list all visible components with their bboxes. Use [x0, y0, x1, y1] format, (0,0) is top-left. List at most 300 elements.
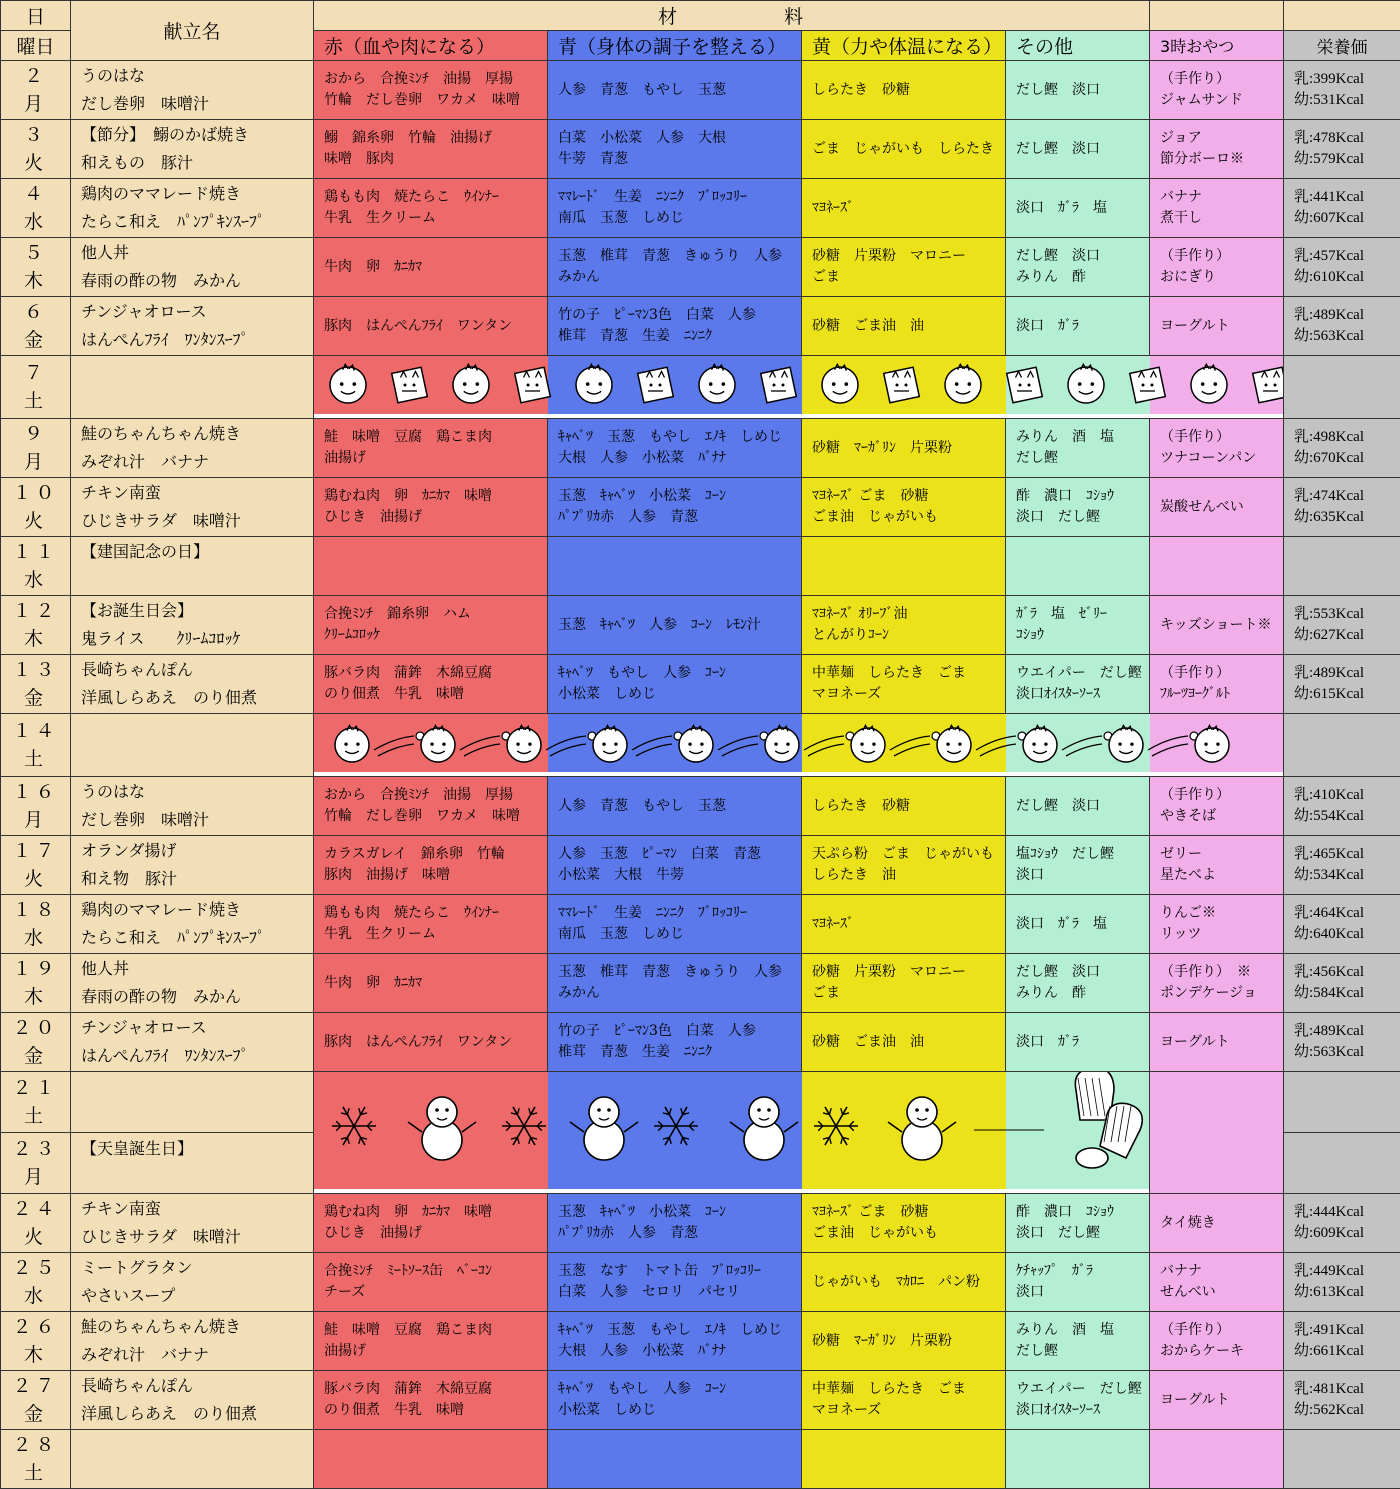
nutrition-line: 幼:607Kcal	[1294, 208, 1400, 229]
other-cell	[1006, 537, 1150, 596]
cell-line: 酢 濃口 ｺｼｮｳ	[1016, 486, 1149, 507]
cell-line: 星たべよ	[1160, 865, 1283, 886]
menu-line: 洋風しらあえ のり佃煮	[81, 1400, 313, 1428]
blue-cell	[548, 1194, 802, 1253]
yellow-cell	[802, 1371, 1006, 1430]
snack-cell	[1150, 954, 1284, 1013]
weekday: 火	[1, 865, 70, 893]
cell-line: おにぎり	[1160, 267, 1283, 288]
menu-cell	[71, 777, 314, 836]
cell-line: 淡口 ｶﾞﾗ 塩	[1016, 914, 1149, 935]
snack-cell	[1150, 895, 1284, 954]
cell-line: しらたき 砂糖	[812, 80, 1005, 101]
weekday: 木	[1, 983, 70, 1011]
other-cell	[1006, 120, 1150, 179]
nutrition-line: 乳:444Kcal	[1294, 1202, 1400, 1223]
table-row	[1, 179, 1400, 238]
day-cell	[1, 238, 71, 297]
menu-line	[81, 1163, 313, 1191]
menu-cell	[71, 478, 314, 537]
other-cell	[1006, 836, 1150, 895]
yellow-cell	[802, 1312, 1006, 1371]
table-row	[1, 1253, 1400, 1312]
menu-line: チンジャオロース	[81, 1014, 313, 1042]
cell-line: ｸﾘｰﾑｺﾛｯｹ	[324, 625, 547, 646]
weekday: 水	[1, 566, 70, 594]
menu-line: 鶏肉のママレード焼き	[81, 180, 313, 208]
weekday: 金	[1, 1400, 70, 1428]
menu-cell	[71, 419, 314, 478]
day-cell	[1, 419, 71, 478]
table-row	[1, 478, 1400, 537]
menu-line: チキン南蛮	[81, 1195, 313, 1223]
red-cell	[314, 238, 548, 297]
weekday: 水	[1, 1282, 70, 1310]
cell-line: 竹の子 ﾋﾟｰﾏﾝ3色 白菜 人参	[558, 305, 801, 326]
day-cell	[1, 596, 71, 655]
menu-line: たらこ和え ﾊﾟﾝﾌﾟｷﾝｽｰﾌﾟ	[81, 208, 313, 236]
cell-line: 竹輪 だし巻卵 ワカメ 味噌	[324, 806, 547, 827]
day-number: ５	[1, 239, 70, 267]
nutrition-line: 幼:661Kcal	[1294, 1341, 1400, 1362]
cell-line: じゃがいも ﾏｶﾛﾆ パン粉	[812, 1272, 1005, 1293]
cell-line: （手作り）	[1160, 427, 1283, 448]
red-cell	[314, 478, 548, 537]
weekday: 水	[1, 208, 70, 236]
cell-line: マヨネーズ	[812, 684, 1005, 705]
yellow-cell	[802, 419, 1006, 478]
cell-line: 合挽ﾐﾝﾁ ﾐｰﾄｿｰｽ缶 ﾍﾞｰｺﾝ	[324, 1261, 547, 1282]
cell-line: 油揚げ	[324, 1341, 547, 1362]
nutrition-line: 乳:464Kcal	[1294, 903, 1400, 924]
blue-cell	[548, 1371, 802, 1430]
nutrition-cell	[1284, 1013, 1400, 1072]
weekday: 月	[1, 1163, 70, 1191]
table-row	[1, 1072, 1400, 1133]
cell-line: 白菜 小松菜 人参 大根	[558, 128, 801, 149]
weekday: 火	[1, 149, 70, 177]
blue-cell	[548, 895, 802, 954]
table-row	[1, 895, 1400, 954]
day-cell	[1, 356, 71, 419]
cell-line: 砂糖 ﾏｰｶﾞﾘﾝ 片栗粉	[812, 1331, 1005, 1352]
cell-line: 豚バラ肉 蒲鉾 木綿豆腐	[324, 663, 547, 684]
oni-card-icon	[761, 367, 797, 403]
cell-line: 油揚げ	[324, 448, 547, 469]
menu-line: うのはな	[81, 778, 313, 806]
yellow-cell	[802, 954, 1006, 1013]
cell-line: だし鰹 淡口	[1016, 796, 1149, 817]
day-cell	[1, 1371, 71, 1430]
snack-cell	[1150, 836, 1284, 895]
cell-line: だし鰹	[1016, 1341, 1149, 1362]
cell-line: 牛肉 卵 ｶﾆｶﾏ	[324, 257, 547, 278]
other-cell	[1006, 777, 1150, 836]
cell-line: 節分ボーロ※	[1160, 149, 1283, 170]
cell-line: 中華麺 しらたき ごま	[812, 1379, 1005, 1400]
table-row	[1, 297, 1400, 356]
cell-line: 玉葱 なす トマト缶 ﾌﾞﾛｯｺﾘｰ	[558, 1261, 801, 1282]
other-cell	[1006, 596, 1150, 655]
nutrition-line: 幼:615Kcal	[1294, 684, 1400, 705]
decoration-cell	[314, 1072, 1150, 1194]
snack-cell	[1150, 1013, 1284, 1072]
day-number: ３	[1, 121, 70, 149]
nutrition-line: 幼:534Kcal	[1294, 865, 1400, 886]
nutrition-line: 幼:613Kcal	[1294, 1282, 1400, 1303]
cell-line: 中華麺 しらたき ごま	[812, 663, 1005, 684]
menu-line: チンジャオロース	[81, 298, 313, 326]
yellow-cell	[802, 1253, 1006, 1312]
menu-line: 鬼ライス ｸﾘｰﾑｺﾛｯｹ	[81, 625, 313, 653]
cell-line: ｶﾞﾗ 塩 ｾﾞﾘｰ	[1016, 604, 1149, 625]
nutrition-line: 乳:441Kcal	[1294, 187, 1400, 208]
menu-line: ひじきサラダ 味噌汁	[81, 507, 313, 535]
day-cell	[1, 120, 71, 179]
red-cell	[314, 1253, 548, 1312]
cell-line: チーズ	[324, 1282, 547, 1303]
cell-line: バナナ	[1160, 187, 1283, 208]
blue-cell	[548, 836, 802, 895]
cell-line: 塩ｺｼｮｳ だし鰹	[1016, 844, 1149, 865]
weekday: 土	[1, 387, 70, 415]
nutrition-header: 栄養価	[1284, 31, 1400, 61]
menu-line: 長崎ちゃんぽん	[81, 656, 313, 684]
cell-line: （手作り）	[1160, 663, 1283, 684]
cell-line: 大根 人参 小松菜 ﾊﾞﾅﾅ	[558, 1341, 801, 1362]
blue-header: 青（身体の調子を整える）	[548, 31, 802, 61]
cell-line: みりん 酒 塩	[1016, 1320, 1149, 1341]
nutrition-line: 乳:449Kcal	[1294, 1261, 1400, 1282]
blue-cell	[548, 297, 802, 356]
cell-line: ｷｬﾍﾞﾂ もやし 人参 ｺｰﾝ	[558, 663, 801, 684]
day-number: １８	[1, 896, 70, 924]
nutrition-cell	[1284, 714, 1400, 777]
day-cell	[1, 297, 71, 356]
weekday: 金	[1, 1042, 70, 1070]
menu-cell	[71, 1072, 314, 1133]
nutrition-line: 幼:640Kcal	[1294, 924, 1400, 945]
blue-cell	[548, 1312, 802, 1371]
oni-card-icon	[884, 367, 920, 403]
day-cell	[1, 478, 71, 537]
cell-line: みりん 酢	[1016, 267, 1149, 288]
menu-line: うのはな	[81, 62, 313, 90]
cell-line: 鶏むね肉 卵 ｶﾆｶﾏ 味噌	[324, 486, 547, 507]
cell-line: 淡口	[1016, 865, 1149, 886]
menu-line: 鮭のちゃんちゃん焼き	[81, 420, 313, 448]
day-number: １７	[1, 837, 70, 865]
cell-line: 天ぷら粉 ごま じゃがいも	[812, 844, 1005, 865]
nutrition-cell	[1284, 1312, 1400, 1371]
cell-line: やきそば	[1160, 806, 1283, 827]
cell-line: 淡口 だし鰹	[1016, 507, 1149, 528]
ingredients-header: 材 料	[314, 1, 1150, 31]
red-cell	[314, 954, 548, 1013]
nutrition-line: 乳:465Kcal	[1294, 844, 1400, 865]
cell-line: 淡口 だし鰹	[1016, 1223, 1149, 1244]
weekday: 木	[1, 625, 70, 653]
menu-line: 和え物 豚汁	[81, 865, 313, 893]
yellow-cell	[802, 238, 1006, 297]
menu-cell	[71, 61, 314, 120]
blue-cell	[548, 1013, 802, 1072]
day-cell	[1, 1430, 71, 1489]
menu-line: 他人丼	[81, 239, 313, 267]
other-cell	[1006, 1013, 1150, 1072]
menu-line: だし巻卵 味噌汁	[81, 90, 313, 118]
cell-line: みかん	[558, 267, 801, 288]
nutrition-cell	[1284, 777, 1400, 836]
nutrition-cell	[1284, 356, 1400, 419]
day-cell	[1, 537, 71, 596]
cell-line: ツナコーンパン	[1160, 448, 1283, 469]
menu-line	[81, 566, 313, 594]
nutrition-cell	[1284, 954, 1400, 1013]
nutrition-line: 乳:478Kcal	[1294, 128, 1400, 149]
nutrition-line: 乳:498Kcal	[1294, 427, 1400, 448]
table-row	[1, 1430, 1400, 1489]
weekday: 木	[1, 267, 70, 295]
menu-cell	[71, 179, 314, 238]
decoration-cell	[314, 714, 1284, 777]
menu-cell	[71, 1194, 314, 1253]
day-number: ４	[1, 180, 70, 208]
red-cell	[314, 596, 548, 655]
menu-cell	[71, 537, 314, 596]
weekday: 水	[1, 924, 70, 952]
cell-line: 小松菜 しめじ	[558, 1400, 801, 1421]
yellow-cell	[802, 777, 1006, 836]
table-row	[1, 356, 1400, 419]
snack-cell	[1150, 1371, 1284, 1430]
cell-line: ごま油 じゃがいも	[812, 1223, 1005, 1244]
cell-line: 味噌 豚肉	[324, 149, 547, 170]
day-header: 日	[1, 1, 71, 31]
other-cell	[1006, 1194, 1150, 1253]
other-cell	[1006, 954, 1150, 1013]
red-cell	[314, 1371, 548, 1430]
menu-cell	[71, 1312, 314, 1371]
cell-line: 竹の子 ﾋﾟｰﾏﾝ3色 白菜 人参	[558, 1021, 801, 1042]
snack-cell	[1150, 478, 1284, 537]
blue-cell	[548, 419, 802, 478]
menu-cell	[71, 836, 314, 895]
cell-line: 炭酸せんべい	[1160, 497, 1283, 518]
day-cell	[1, 1253, 71, 1312]
other-cell	[1006, 1371, 1150, 1430]
cell-line: ﾏﾏﾚｰﾄﾞ 生姜 ﾆﾝﾆｸ ﾌﾞﾛｯｺﾘｰ	[558, 187, 801, 208]
yellow-cell	[802, 1430, 1006, 1489]
oni-card-icon	[1253, 367, 1284, 403]
nutrition-cell	[1284, 1253, 1400, 1312]
snack-header: 3時おやつ	[1150, 31, 1284, 61]
table-row	[1, 596, 1400, 655]
cell-line: 牛乳 生クリーム	[324, 924, 547, 945]
menu-line: 【建国記念の日】	[81, 538, 313, 566]
other-cell	[1006, 1253, 1150, 1312]
table-row	[1, 714, 1400, 777]
day-number: ２７	[1, 1372, 70, 1400]
snack-cell	[1150, 537, 1284, 596]
cell-line: 白菜 人参 セロリ パセリ	[558, 1282, 801, 1303]
menu-line: だし巻卵 味噌汁	[81, 806, 313, 834]
cell-line: りんご※	[1160, 903, 1283, 924]
cell-line: 淡口 ｶﾞﾗ	[1016, 316, 1149, 337]
nutrition-line: 幼:563Kcal	[1294, 1042, 1400, 1063]
menu-line: ミートグラタン	[81, 1254, 313, 1282]
nutrition-line: 幼:554Kcal	[1294, 806, 1400, 827]
day-number: ２６	[1, 1313, 70, 1341]
snack-cell	[1150, 655, 1284, 714]
menu-cell	[71, 297, 314, 356]
nutrition-line: 幼:609Kcal	[1294, 1223, 1400, 1244]
cell-line: 玉葱 椎茸 青葱 きゅうり 人参	[558, 962, 801, 983]
cell-line: ヨーグルト	[1160, 1032, 1283, 1053]
snack-cell	[1150, 1430, 1284, 1489]
nutrition-cell	[1284, 1072, 1400, 1133]
weekday: 土	[1, 1102, 70, 1130]
cell-line: 豚肉 はんぺんﾌﾗｲ ワンタン	[324, 1032, 547, 1053]
nutrition-cell	[1284, 895, 1400, 954]
day-cell	[1, 179, 71, 238]
other-cell	[1006, 179, 1150, 238]
cell-line: 鶏もも肉 焼たらこ ｳｲﾝﾅｰ	[324, 187, 547, 208]
weekday: 火	[1, 1223, 70, 1251]
weekday: 土	[1, 745, 70, 773]
day-number: ２３	[1, 1135, 70, 1163]
cell-line: 玉葱 ｷｬﾍﾞﾂ 小松菜 ｺｰﾝ	[558, 486, 801, 507]
oni-card-icon	[1130, 367, 1166, 403]
cell-line: 玉葱 ｷｬﾍﾞﾂ 人参 ｺｰﾝ ﾚﾓﾝ汁	[558, 615, 801, 636]
other-header: その他	[1006, 31, 1150, 61]
cell-line: 牛蒡 青葱	[558, 149, 801, 170]
cell-line: ごま	[812, 267, 1005, 288]
nutrition-cell	[1284, 1430, 1400, 1489]
day-number: ２４	[1, 1195, 70, 1223]
other-cell	[1006, 895, 1150, 954]
blue-cell	[548, 655, 802, 714]
snack-cell	[1150, 1194, 1284, 1253]
snack-cell	[1150, 777, 1284, 836]
yellow-cell	[802, 655, 1006, 714]
cell-line: だし鰹 淡口	[1016, 139, 1149, 160]
nutrition-line: 乳:489Kcal	[1294, 663, 1400, 684]
nutrition-line: 乳:553Kcal	[1294, 604, 1400, 625]
red-cell	[314, 297, 548, 356]
menu-line: 洋風しらあえ のり佃煮	[81, 684, 313, 712]
day-number: ２	[1, 62, 70, 90]
cell-line: ｹﾁｬｯﾌﾟ ｶﾞﾗ	[1016, 1261, 1149, 1282]
nutrition-line: 乳:489Kcal	[1294, 305, 1400, 326]
cell-line: カラスガレイ 錦糸卵 竹輪	[324, 844, 547, 865]
yellow-cell	[802, 120, 1006, 179]
menu-line: 他人丼	[81, 955, 313, 983]
nutrition-line: 幼:579Kcal	[1294, 149, 1400, 170]
menu-cell	[71, 1430, 314, 1489]
table-row	[1, 836, 1400, 895]
nutrition-cell	[1284, 836, 1400, 895]
snack-cell	[1150, 1072, 1284, 1194]
cell-line: ごま じゃがいも しらたき	[812, 139, 1005, 160]
blue-cell	[548, 238, 802, 297]
other-cell	[1006, 1430, 1150, 1489]
weekday: 金	[1, 684, 70, 712]
cell-line: 南瓜 玉葱 しめじ	[558, 208, 801, 229]
red-cell	[314, 777, 548, 836]
day-cell	[1, 714, 71, 777]
menu-cell	[71, 895, 314, 954]
weekday: 月	[1, 90, 70, 118]
cell-line: ヨーグルト	[1160, 316, 1283, 337]
day-number: １３	[1, 656, 70, 684]
snack-cell	[1150, 61, 1284, 120]
decoration-illustration	[314, 356, 1284, 414]
cell-line: ウエイパー だし鰹	[1016, 663, 1149, 684]
cell-line: ヨーグルト	[1160, 1390, 1283, 1411]
menu-line: 【天皇誕生日】	[81, 1135, 313, 1163]
cell-line: だし鰹 淡口	[1016, 246, 1149, 267]
table-row	[1, 655, 1400, 714]
day-number: ２８	[1, 1431, 70, 1459]
day-cell	[1, 954, 71, 1013]
cell-line: だし鰹 淡口	[1016, 962, 1149, 983]
menu-line: 春雨の酢の物 みかん	[81, 983, 313, 1011]
cell-line: ジョア	[1160, 128, 1283, 149]
nutrition-cell	[1284, 61, 1400, 120]
table-row	[1, 954, 1400, 1013]
day-number: ６	[1, 298, 70, 326]
red-header: 赤（血や肉になる）	[314, 31, 548, 61]
nutrition-header-top	[1284, 1, 1400, 31]
cell-line: 砂糖 ﾏｰｶﾞﾘﾝ 片栗粉	[812, 438, 1005, 459]
table-row	[1, 777, 1400, 836]
day-number: １２	[1, 597, 70, 625]
red-cell	[314, 895, 548, 954]
weekday: 木	[1, 1341, 70, 1369]
decoration-cell	[314, 356, 1284, 419]
day-number: １９	[1, 955, 70, 983]
cell-line: ゼリー	[1160, 844, 1283, 865]
cell-line: 煮干し	[1160, 208, 1283, 229]
table-row	[1, 1312, 1400, 1371]
cell-line: ポンデケージョ	[1160, 983, 1283, 1004]
cell-line: 砂糖 片栗粉 マロニー	[812, 962, 1005, 983]
cell-line: 砂糖 ごま油 油	[812, 1032, 1005, 1053]
cell-line: ｷｬﾍﾞﾂ 玉葱 もやし ｴﾉｷ しめじ	[558, 1320, 801, 1341]
cell-line: 豚バラ肉 蒲鉾 木綿豆腐	[324, 1379, 547, 1400]
table-row	[1, 238, 1400, 297]
snack-cell	[1150, 238, 1284, 297]
other-cell	[1006, 61, 1150, 120]
decoration-illustration	[314, 1072, 1150, 1189]
yellow-cell	[802, 179, 1006, 238]
table-row	[1, 120, 1400, 179]
day-number: ２５	[1, 1254, 70, 1282]
menu-cell	[71, 1371, 314, 1430]
cell-line: 椎茸 青葱 生姜 ﾆﾝﾆｸ	[558, 326, 801, 347]
day-number: ７	[1, 359, 70, 387]
menu-line: はんぺんﾌﾗｲ ﾜﾝﾀﾝｽｰﾌﾟ	[81, 326, 313, 354]
cell-line: 淡口	[1016, 1282, 1149, 1303]
red-cell	[314, 120, 548, 179]
menu-line: 鶏肉のママレード焼き	[81, 896, 313, 924]
cell-line: だし鰹	[1016, 448, 1149, 469]
day-cell	[1, 895, 71, 954]
cell-line: 南瓜 玉葱 しめじ	[558, 924, 801, 945]
cell-line: 砂糖 ごま油 油	[812, 316, 1005, 337]
other-cell	[1006, 419, 1150, 478]
